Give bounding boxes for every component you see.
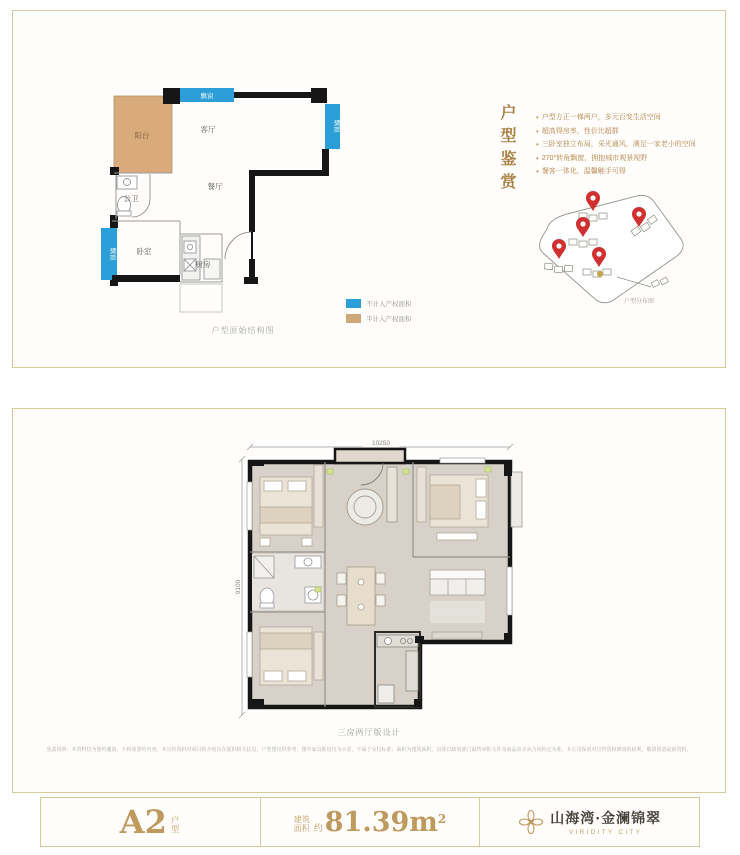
dimension-left-label: 9100 [235,579,242,595]
bullet-dot-icon: • [536,153,539,163]
feature-bullet: • 270°转角飘窗，拥抱城市观景视野 [536,153,648,163]
legend-label-tan: 半计入产权面积 [366,316,412,323]
room-label-bedroom: 卧室 [136,247,152,256]
structural-floorplan [86,79,366,324]
entry-porch [335,449,405,463]
legend-swatch-blue [346,299,361,308]
bottom-panel [12,408,726,793]
footer [40,797,700,847]
dimension-top-label: 10250 [371,440,391,447]
furnished-floorplan [235,437,525,722]
bathroom-fixtures [252,554,323,610]
bay-window-label-top: 飘窗 [200,93,214,100]
structural-plan-caption: 户型原始结构图 [211,326,275,335]
area-label: 建筑面积 [293,815,310,833]
footer-unit-cell [41,798,260,846]
bullet-dot-icon: • [536,126,539,136]
bullet-dot-icon: • [536,140,539,149]
legend-label-blue: 不计入产权面积 [366,301,412,308]
disclaimer-text: 免责说明：本资料仅为要约邀请，不构成要约内容。本宣传资料对项目的介绍旨在提供相关信息，户型图仅供参考，图中家具陈设仅为示意，不属于交付标准；面积为建筑面积，具体以政府部门最终审批文件及商品房买卖合同约定为准。本公司保留对宣传资料修改的权利，敬请留意最新资料。 [46,747,692,753]
feature-bullet: • 餐客一体化，温馨触手可得 [536,167,626,176]
brand-name-cn: 山海湾·金澜锦翠 [550,811,662,827]
furnished-plan-caption: 三房两厅版设计 [337,728,401,737]
feature-bullet: • 户型方正一梯两户，多元百变生活空间 [536,113,661,122]
unit-suffix: 户型 [170,815,180,834]
site-plan-caption: 户型分布图 [623,299,655,305]
room-label-bath: 公卫 [123,194,139,203]
site-plan [519,189,699,311]
area-legend [346,299,412,329]
bullet-dot-icon: • [536,167,539,176]
area-superscript: 2 [437,811,447,826]
kitchen-fixtures [182,236,220,280]
brand-name-en: VIRIDITY CITY [569,830,643,836]
footer-area-cell [260,798,480,846]
legend-row-blue [346,299,412,308]
room-label-kitchen: 厨房 [195,260,211,269]
feature-bullet: • 三卧室独立布局，采光通风，满足一家老小的空间 [536,140,696,149]
side-balcony [511,472,522,527]
feature-bullet: • 超高得房率，性价比超群 [536,126,619,136]
area-value: $81.39m^2$ [324,806,447,838]
section-title-vertical: 户型鉴赏 [498,104,517,196]
bullet-dot-icon: • [536,113,539,122]
legend-swatch-tan [346,314,361,323]
feature-bullet-list [536,114,696,182]
room-label-balcony: 阳台 [134,131,150,140]
unit-code: A2 [119,803,167,841]
brand-emblem-icon [518,809,544,835]
legend-row-tan [346,314,412,323]
highlight-marker [597,271,603,277]
top-panel [12,10,726,368]
room-label-living: 客厅 [200,125,216,134]
bay-window-label-right: 飘窗 [333,119,340,133]
bay-window-label-left: 飘窗 [109,247,116,261]
room-label-dining: 餐厅 [207,182,223,191]
area-approx: 约 [313,822,323,833]
brand-text [550,808,661,836]
footer-brand-cell [479,798,699,846]
